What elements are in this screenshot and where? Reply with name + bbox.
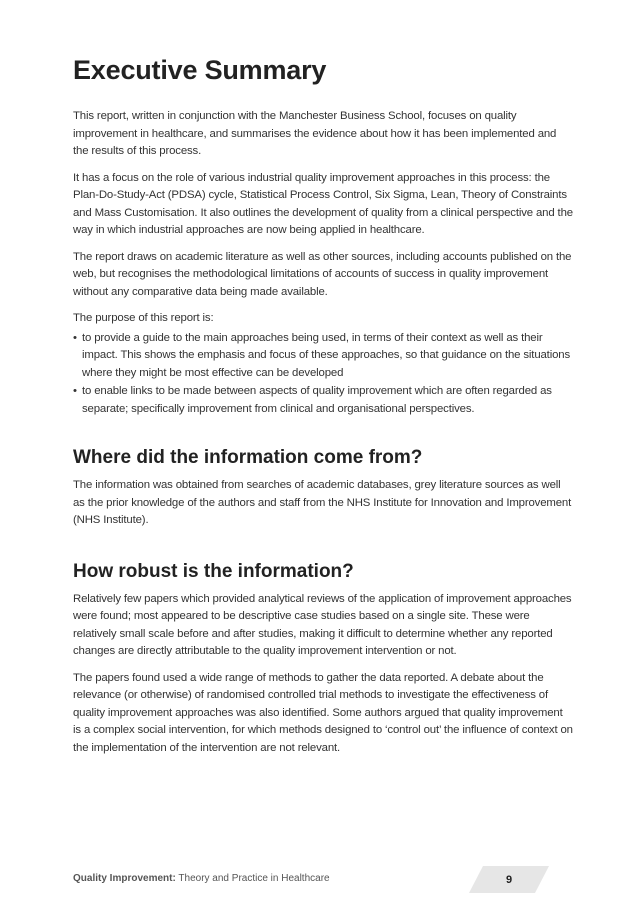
- bullet-icon: •: [73, 385, 77, 397]
- list-item: [73, 330, 573, 383]
- list-item-text: to enable links to be made between aspects of quality improvement which are often regarded as separate; specifically improvement from clinical and organisational perspectives.: [82, 385, 552, 415]
- purpose-lead: The purpose of this report is:: [73, 312, 214, 324]
- footer-title-rest: Theory and Practice in Healthcare: [175, 873, 330, 884]
- section-information-source: [73, 446, 573, 530]
- section-paragraph: The information was obtained from searches of academic databases, grey literature sources as well as the prior knowledge of the authors and staff from the NHS Institute for Innovation and Improvement (NHS Institute).: [73, 479, 572, 526]
- page-content: [73, 54, 573, 766]
- intro-paragraph-3: The report draws on academic literature as well as other sources, including accounts published on the web, but recognises the methodological limitations of accounts of success in quality improvement without any comparative data being made available.: [73, 250, 572, 298]
- page-title: Executive Summary: [73, 55, 327, 85]
- page-number: 9: [505, 873, 513, 886]
- intro-paragraph-2: It has a focus on the role of various industrial quality improvement approaches in this process: the Plan-Do-Study-Act (PDSA) cycle, Statistical Process Control, Six Sigma, Lean, Theory of Constraints and Mass Customisation. It also outlines the development of quality from a clinical perspective and the way in which industrial approaches are now being applied in healthcare.: [73, 171, 573, 236]
- list-item: [73, 383, 573, 418]
- list-item-text: to provide a guide to the main approaches being used, in terms of their context as well as their impact. This shows the emphasis and focus of these approaches, so that guidance on the situations where they might be most effective can be developed: [82, 331, 570, 379]
- footer-title-bold: Quality Improvement:: [73, 873, 176, 884]
- running-footer: [73, 873, 330, 884]
- section-heading: How robust is the information?: [73, 560, 354, 582]
- purpose-list: [73, 330, 573, 419]
- page-number-tab: [483, 866, 535, 893]
- section-paragraph: The papers found used a wide range of methods to gather the data reported. A debate about the relevance (or otherwise) of randomised controlled trial methods to investigate the effectiveness of quality improvement approaches was also identified. Some authors argued that quality improvement is a complex social intervention, for which methods designed to ‘control out’ the influence of context on the implementation of the intervention are not relevant.: [73, 671, 573, 754]
- section-heading: Where did the information come from?: [73, 447, 423, 468]
- intro-paragraph-1: This report, written in conjunction with the Manchester Business School, focuses on quality improvement in healthcare, and summarises the evidence about how it has been implemented and the results of this process.: [73, 110, 557, 157]
- bullet-icon: •: [73, 331, 77, 344]
- section-robustness: [73, 560, 573, 758]
- section-paragraph: Relatively few papers which provided analytical reviews of the application of improvement approaches were found; most appeared to be descriptive case studies based on a single site. These were relatively small scale before and after studies, making it difficult to determine whether any reported changes are directly attributable to the quality improvement intervention or not.: [73, 592, 572, 657]
